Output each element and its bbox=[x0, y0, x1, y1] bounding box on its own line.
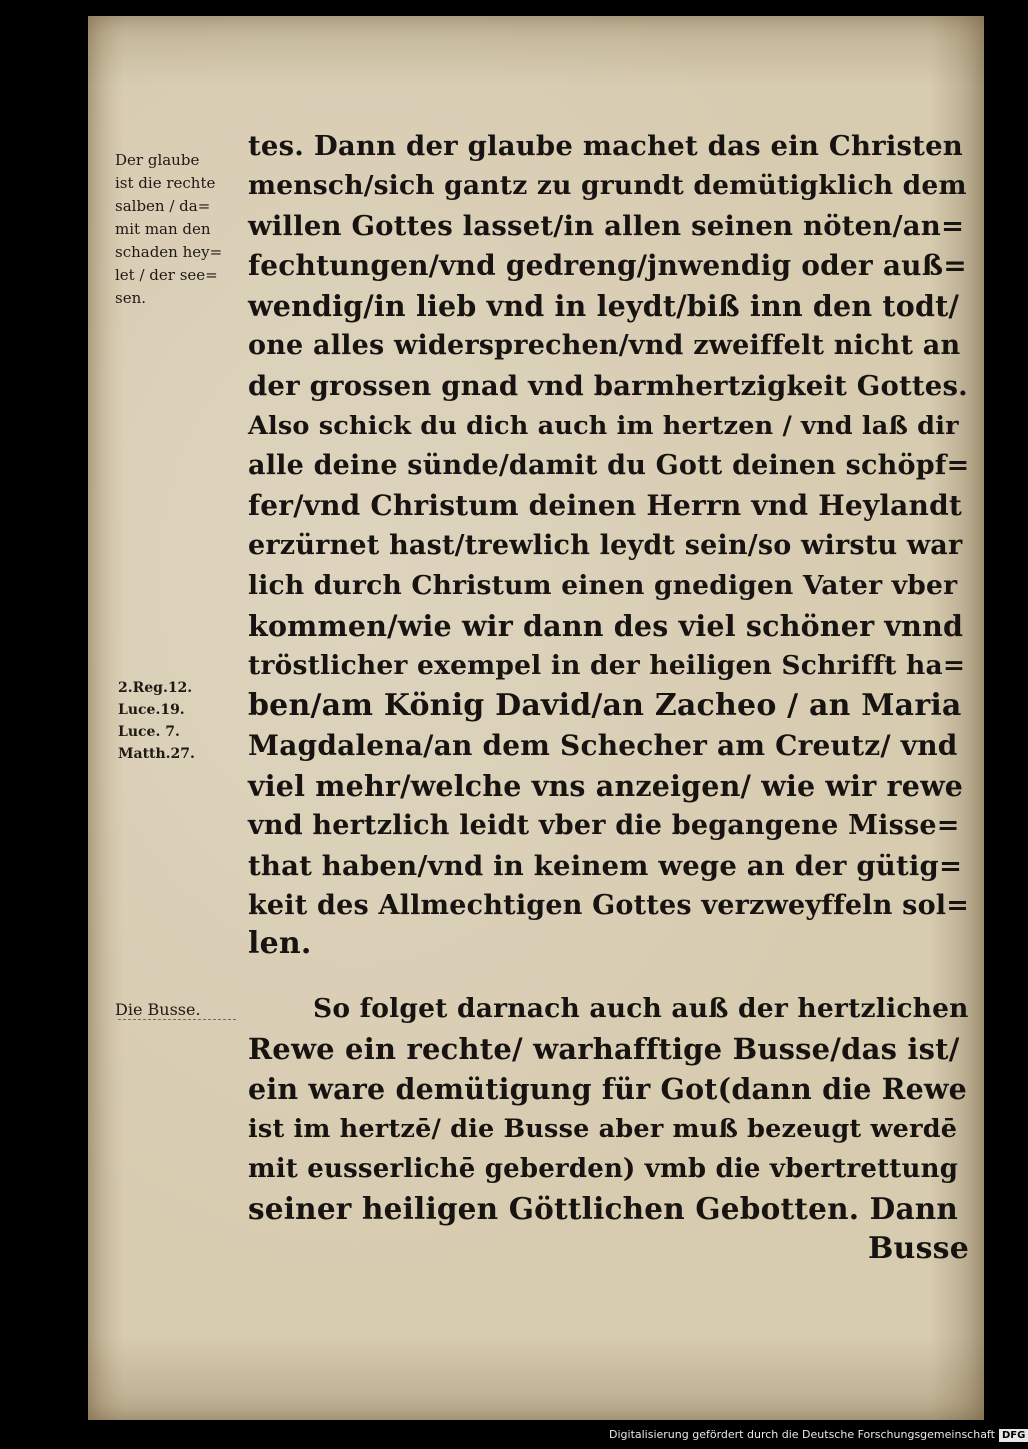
margin-gloss-line: ist die rechte bbox=[115, 174, 216, 192]
body-text-line: keit des Allmechtigen Gottes verzweyffeln sol= bbox=[248, 890, 970, 921]
body-text-line: Also schick du dich auch im hertzen / vnd laß dir bbox=[248, 411, 959, 441]
body-text-line: ist im hertzē/ die Busse aber muß bezeugt werdē bbox=[248, 1114, 958, 1144]
body-text-line: alle deine sünde/damit du Gott deinen schöpf= bbox=[248, 450, 970, 481]
scripture-reference: Luce.19. bbox=[118, 702, 185, 718]
body-text-line: So folget darnach auch auß der hertzlichen bbox=[313, 993, 969, 1024]
body-text-line: willen Gottes lasset/in allen seinen nöten/an= bbox=[248, 210, 965, 242]
dfg-logo: DFG bbox=[999, 1429, 1028, 1442]
catchword: Busse bbox=[868, 1231, 970, 1266]
body-text-line: der grossen gnad vnd barmhertzigkeit Gottes. bbox=[248, 370, 968, 402]
scripture-reference: 2.Reg.12. bbox=[118, 680, 193, 696]
margin-gloss-line: sen. bbox=[115, 289, 147, 307]
body-text-line: Rewe ein rechte/ warhafftige Busse/das ist/ bbox=[248, 1032, 960, 1066]
side-heading-rule bbox=[118, 1019, 236, 1020]
body-text-line: mensch/sich gantz zu grundt demütigklich dem bbox=[248, 170, 967, 201]
body-text-line: seiner heiligen Göttlichen Gebotten. Dann bbox=[248, 1191, 959, 1226]
body-text-line: that haben/vnd in keinem wege an der gütig= bbox=[248, 850, 963, 882]
credit-text: Digitalisierung gefördert durch die Deutsche Forschungsgemeinschaft bbox=[609, 1428, 995, 1441]
body-text-line: fer/vnd Christum deinen Herrn vnd Heylandt bbox=[248, 489, 962, 522]
body-text-line: wendig/in lieb vnd in leydt/biß inn den todt/ bbox=[248, 289, 960, 323]
margin-gloss-line: mit man den bbox=[115, 220, 211, 238]
margin-gloss-line: Der glaube bbox=[115, 151, 200, 169]
body-text-line: one alles widersprechen/vnd zweiffelt nicht an bbox=[248, 330, 961, 361]
body-text-line: len. bbox=[248, 926, 312, 961]
body-text-line: vnd hertzlich leidt vber die begangene Misse= bbox=[248, 810, 960, 841]
body-text-line: ein ware demütigung für Got(dann die Rewe bbox=[248, 1072, 967, 1106]
side-heading: Die Busse. bbox=[115, 1000, 201, 1019]
body-text-line: mit eusserlichē geberden) vmb die vbertrettung bbox=[248, 1154, 959, 1184]
margin-gloss-line: let / der see= bbox=[115, 266, 218, 284]
body-text-line: lich durch Christum einen gnedigen Vater vber bbox=[248, 570, 958, 601]
margin-gloss-line: salben / da= bbox=[115, 197, 211, 215]
body-text-line: Magdalena/an dem Schecher am Creutz/ vnd bbox=[248, 729, 958, 762]
body-text-line: erzürnet hast/trewlich leydt sein/so wirstu war bbox=[248, 530, 963, 561]
body-text-line: viel mehr/welche vns anzeigen/ wie wir rewe bbox=[248, 769, 964, 803]
digitization-credit bbox=[609, 1426, 1028, 1444]
margin-gloss-line: schaden hey= bbox=[115, 243, 223, 261]
body-text-line: fechtungen/vnd gedreng/jnwendig oder auß= bbox=[248, 249, 967, 282]
book-page bbox=[88, 16, 984, 1420]
scripture-reference: Luce. 7. bbox=[118, 724, 180, 740]
body-text-line: tes. Dann der glaube machet das ein Christen bbox=[248, 130, 963, 162]
body-text-line: tröstlicher exempel in der heiligen Schrifft ha= bbox=[248, 650, 966, 681]
body-text-line: kommen/wie wir dann des viel schöner vnnd bbox=[248, 609, 964, 643]
scripture-reference: Matth.27. bbox=[118, 746, 195, 762]
body-text-line: ben/am König David/an Zacheo / an Maria bbox=[248, 688, 962, 723]
